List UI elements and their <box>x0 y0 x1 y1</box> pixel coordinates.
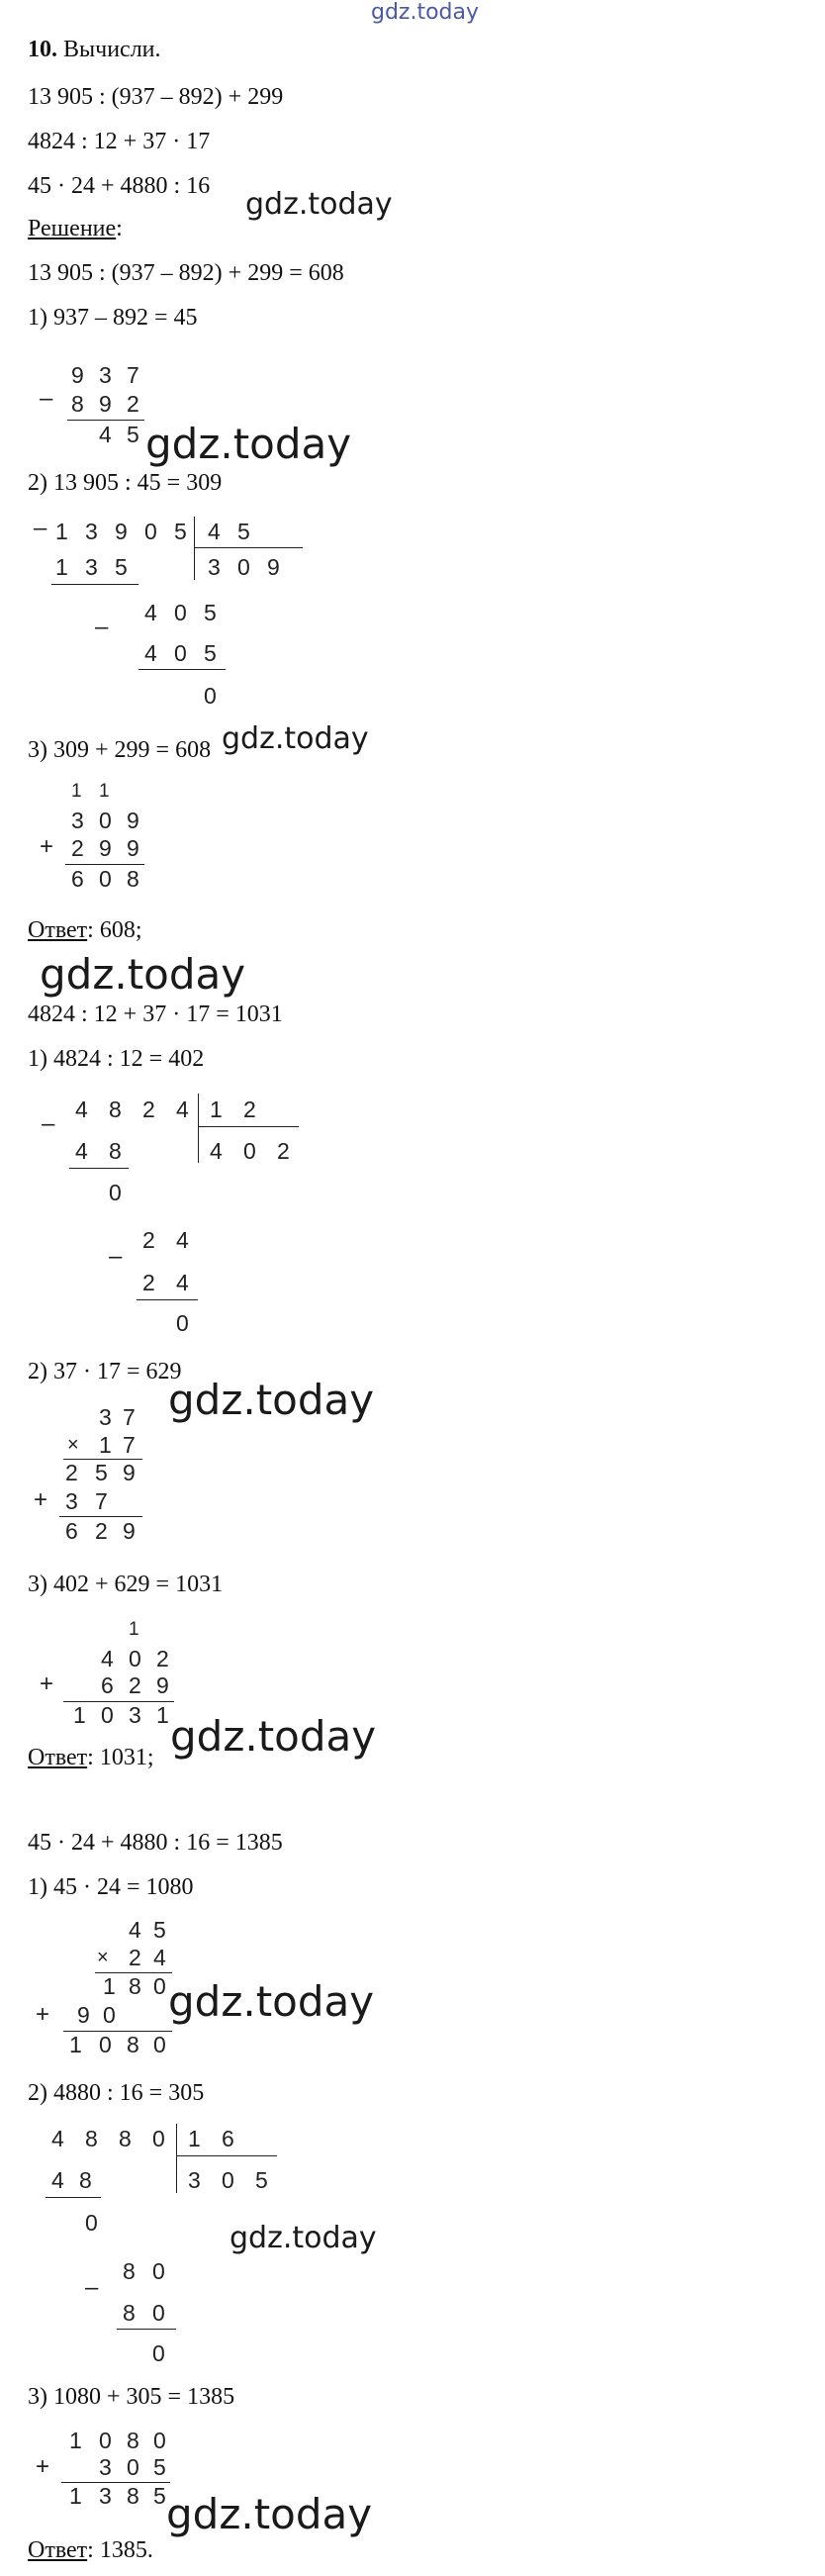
digit: 0 <box>152 2258 165 2284</box>
block2-answer <box>28 1746 154 1769</box>
digit: 4 <box>176 1097 189 1122</box>
digit: 0 <box>152 2126 165 2151</box>
digit: 9 <box>127 835 139 861</box>
subtract-line <box>117 2329 176 2330</box>
digit: 6 <box>101 1672 114 1698</box>
block2-step3: 3) 402 + 629 = 1031 <box>28 1572 224 1597</box>
digit: 5 <box>95 1460 108 1485</box>
digit: 3 <box>65 1488 78 1514</box>
digit: 4 <box>176 1227 189 1253</box>
digit: 0 <box>153 1973 166 1999</box>
digit: 1 <box>103 1973 116 1999</box>
answer-value: : 608; <box>87 917 142 943</box>
block3-answer <box>28 2538 153 2562</box>
watermark-top: gdz.today <box>371 0 480 25</box>
digit: 8 <box>127 2032 139 2057</box>
quotient-digit: 4 <box>210 1138 223 1164</box>
watermark: gdz.today <box>222 721 369 756</box>
digit: 2 <box>156 1646 169 1671</box>
answer-value: : 1031; <box>87 1745 154 1770</box>
remainder: 0 <box>204 683 217 709</box>
watermark: gdz.today <box>168 1376 375 1424</box>
digit: 2 <box>95 1518 108 1544</box>
result-line <box>65 864 144 865</box>
digit: 8 <box>127 866 139 892</box>
digit: 0 <box>99 866 112 892</box>
digit: 1 <box>188 2126 201 2151</box>
expression-2: 4824 : 12 + 37 · 17 <box>28 129 211 154</box>
plus-sign: + <box>36 2453 50 2480</box>
quotient-digit: 9 <box>267 554 280 580</box>
digit: 1 <box>69 2032 82 2057</box>
division-bar <box>198 1094 199 1163</box>
digit: 4 <box>208 519 221 544</box>
subtract-line <box>137 1299 198 1300</box>
plus-sign: + <box>40 1670 54 1697</box>
digit: 2 <box>65 1460 78 1485</box>
digit: 7 <box>95 1488 108 1514</box>
digit: 3 <box>99 2483 112 2509</box>
division-bar <box>176 2124 177 2193</box>
times-sign: × <box>97 1947 109 1968</box>
answer-label: Ответ <box>28 917 88 943</box>
digit: 8 <box>123 2300 136 2326</box>
digit: 0 <box>101 1702 114 1728</box>
minus-sign: – <box>95 614 109 640</box>
digit: 9 <box>71 362 84 388</box>
digit: 5 <box>153 1917 166 1943</box>
digit: 0 <box>152 2300 165 2326</box>
solution-label: Решение: <box>28 216 123 241</box>
carry-digit: 1 <box>99 781 110 802</box>
digit: 5 <box>174 519 187 544</box>
divisor-line <box>176 2155 277 2156</box>
digit: 1 <box>210 1097 223 1122</box>
division-bar <box>194 517 195 580</box>
digit: 8 <box>109 1138 122 1164</box>
times-sign: × <box>67 1434 79 1456</box>
quotient-digit: 3 <box>208 554 221 580</box>
subtract-line <box>51 584 138 585</box>
minus-sign: – <box>109 1243 123 1270</box>
digit: 0 <box>85 2210 98 2236</box>
divisor-line <box>198 1126 299 1127</box>
digit: 2 <box>129 1945 141 1970</box>
digit: 5 <box>204 640 217 666</box>
digit: 0 <box>103 2002 116 2028</box>
digit: 8 <box>123 2258 136 2284</box>
digit: 4 <box>101 1646 114 1671</box>
block3-step2: 2) 4880 : 16 = 305 <box>28 2080 205 2106</box>
block2-full: 4824 : 12 + 37 · 17 = 1031 <box>28 1002 283 1027</box>
watermark: gdz.today <box>40 950 246 999</box>
digit: 1 <box>99 1432 112 1458</box>
answer-value: : 1385. <box>87 2537 153 2563</box>
quotient-digit: 0 <box>222 2167 234 2193</box>
digit: 0 <box>127 2454 139 2480</box>
digit: 8 <box>127 2483 139 2509</box>
digit: 9 <box>99 835 112 861</box>
quotient-digit: 3 <box>188 2167 201 2193</box>
digit: 8 <box>129 1973 141 1999</box>
digit: 7 <box>123 1432 136 1458</box>
result-line <box>59 1516 142 1517</box>
digit: 5 <box>153 2454 166 2480</box>
digit: 0 <box>144 519 157 544</box>
digit: 2 <box>142 1227 155 1253</box>
digit: 2 <box>142 1097 155 1122</box>
result-line <box>67 420 144 421</box>
digit: 0 <box>174 640 187 666</box>
subtract-line <box>138 669 226 670</box>
digit: 9 <box>77 2002 90 2028</box>
divisor-line <box>194 547 303 548</box>
digit: 8 <box>71 391 84 417</box>
remainder: 0 <box>176 1310 189 1336</box>
answer-label: Ответ <box>28 1745 88 1770</box>
task-number: 10. <box>28 37 57 62</box>
quotient-digit: 2 <box>277 1138 290 1164</box>
digit: 3 <box>129 1702 141 1728</box>
block1-answer <box>28 918 142 942</box>
digit: 6 <box>65 1518 78 1544</box>
task-title: Вычисли. <box>63 37 161 62</box>
digit: 0 <box>99 808 112 833</box>
digit: 8 <box>109 1097 122 1122</box>
digit: 1 <box>73 1702 86 1728</box>
digit: 5 <box>115 554 128 580</box>
digit: 0 <box>129 1646 141 1671</box>
digit: 4 <box>75 1138 88 1164</box>
digit: 5 <box>127 422 139 447</box>
digit: 2 <box>243 1097 256 1122</box>
block1-step3: 3) 309 + 299 = 608 <box>28 737 212 763</box>
subtract-line <box>46 2197 101 2198</box>
block3-step1: 1) 45 · 24 = 1080 <box>28 1874 194 1900</box>
digit: 8 <box>85 2126 98 2151</box>
minus-sign: – <box>40 385 53 412</box>
digit: 2 <box>71 835 84 861</box>
expression-1: 13 905 : (937 – 892) + 299 <box>28 84 284 110</box>
expression-3: 45 · 24 + 4880 : 16 <box>28 173 211 199</box>
carry-digit: 1 <box>129 1619 139 1640</box>
block3-full: 45 · 24 + 4880 : 16 = 1385 <box>28 1830 283 1856</box>
minus-sign: – <box>34 515 47 541</box>
digit: 4 <box>176 1270 189 1295</box>
quotient-digit: 0 <box>237 554 250 580</box>
digit: 8 <box>127 2428 139 2453</box>
digit: 4 <box>153 1945 166 1970</box>
digit: 8 <box>79 2167 92 2193</box>
digit: 4 <box>144 640 157 666</box>
solution-label-text: Решение <box>28 216 117 241</box>
watermark: gdz.today <box>245 187 393 222</box>
digit: 5 <box>237 519 250 544</box>
minus-sign: – <box>85 2274 99 2301</box>
digit: 4 <box>129 1917 141 1943</box>
digit: 5 <box>204 600 217 625</box>
digit: 0 <box>153 2428 166 2453</box>
plus-sign: + <box>36 2001 50 2028</box>
digit: 0 <box>99 2032 112 2057</box>
block1-full: 13 905 : (937 – 892) + 299 = 608 <box>28 260 344 286</box>
digit: 3 <box>99 1404 112 1430</box>
digit: 0 <box>99 2428 112 2453</box>
watermark: gdz.today <box>168 1977 375 2026</box>
block1-step2: 2) 13 905 : 45 = 309 <box>28 470 223 496</box>
digit: 0 <box>109 1180 122 1205</box>
watermark: gdz.today <box>170 1712 377 1761</box>
digit: 6 <box>222 2126 234 2151</box>
digit: 1 <box>156 1702 169 1728</box>
minus-sign: – <box>42 1110 55 1137</box>
digit: 2 <box>142 1270 155 1295</box>
carry-digit: 1 <box>71 781 82 802</box>
plus-sign: + <box>34 1486 48 1513</box>
watermark: gdz.today <box>166 2490 373 2538</box>
digit: 1 <box>55 519 68 544</box>
digit: 9 <box>99 391 112 417</box>
digit: 4 <box>75 1097 88 1122</box>
digit: 9 <box>115 519 128 544</box>
digit: 9 <box>127 808 139 833</box>
digit: 1 <box>55 554 68 580</box>
quotient-digit: 0 <box>243 1138 256 1164</box>
block1-step1: 1) 937 – 892 = 45 <box>28 305 198 331</box>
digit: 8 <box>119 2126 132 2151</box>
digit: 3 <box>99 362 112 388</box>
digit: 6 <box>71 866 84 892</box>
digit: 7 <box>127 362 139 388</box>
digit: 9 <box>123 1460 136 1485</box>
block3-step3: 3) 1080 + 305 = 1385 <box>28 2384 235 2410</box>
digit: 3 <box>99 2454 112 2480</box>
digit: 3 <box>85 519 98 544</box>
answer-label: Ответ <box>28 2537 88 2563</box>
digit: 1 <box>69 2483 82 2509</box>
digit: 9 <box>156 1672 169 1698</box>
digit: 5 <box>153 2483 166 2509</box>
watermark: gdz.today <box>145 420 352 468</box>
digit: 0 <box>174 600 187 625</box>
digit: 3 <box>85 554 98 580</box>
digit: 4 <box>51 2167 64 2193</box>
block2-step1: 1) 4824 : 12 = 402 <box>28 1046 205 1072</box>
quotient-digit: 5 <box>255 2167 268 2193</box>
block2-step2: 2) 37 · 17 = 629 <box>28 1359 182 1384</box>
digit: 9 <box>123 1518 136 1544</box>
plus-sign: + <box>40 833 54 860</box>
digit: 7 <box>123 1404 136 1430</box>
digit: 3 <box>71 808 84 833</box>
digit: 4 <box>51 2126 64 2151</box>
digit: 1 <box>69 2428 82 2453</box>
digit: 4 <box>99 422 112 447</box>
digit: 2 <box>127 391 139 417</box>
task-heading <box>28 38 161 61</box>
digit: 4 <box>144 600 157 625</box>
digit: 0 <box>153 2032 166 2057</box>
subtract-line <box>69 1168 129 1169</box>
remainder: 0 <box>152 2340 165 2366</box>
watermark: gdz.today <box>229 2221 377 2255</box>
digit: 2 <box>129 1672 141 1698</box>
